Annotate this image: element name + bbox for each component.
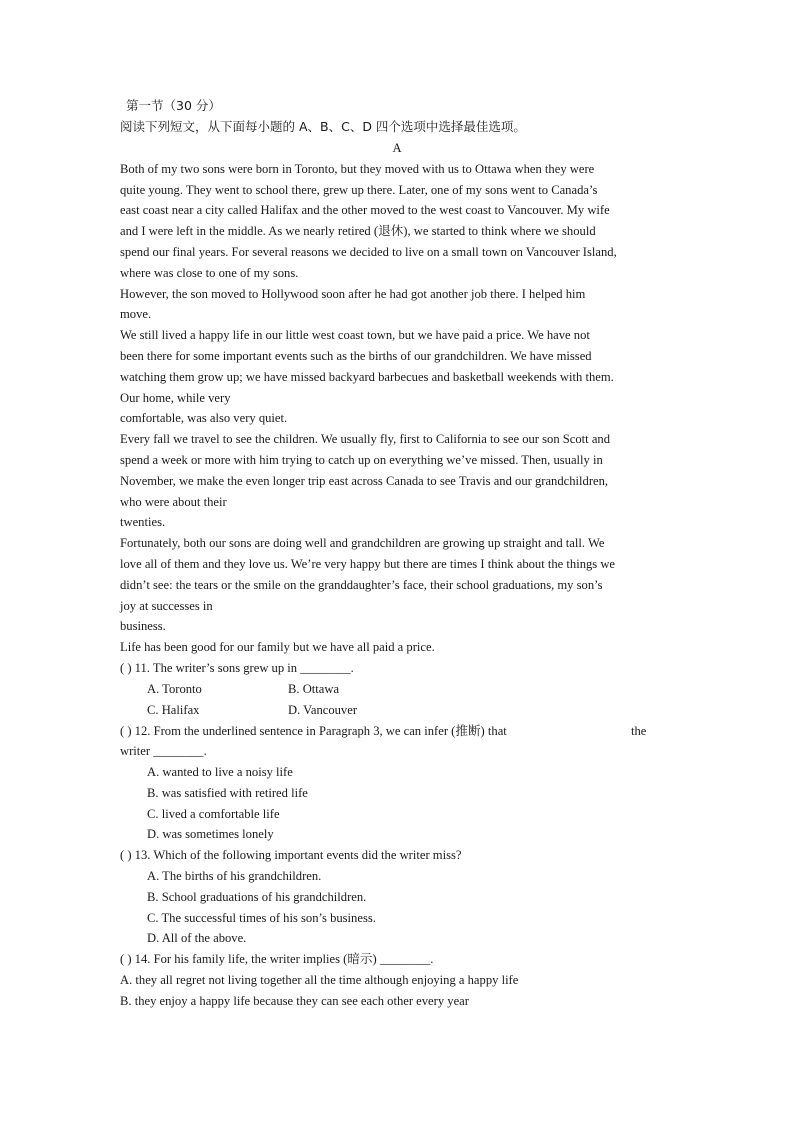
passage-line: spend a week or more with him trying to catch up on everything we’ve missed. Then, usually in: [120, 453, 603, 467]
passage-label: A: [392, 141, 402, 155]
question-11-option-d: D. Vancouver: [288, 703, 358, 717]
question-12-option-c: C. lived a comfortable life: [147, 807, 280, 821]
passage-line: twenties.: [120, 515, 166, 529]
passage-line: Fortunately, both our sons are doing well and grandchildren are growing up straight and tall. We: [120, 536, 605, 550]
passage-line: business.: [120, 619, 166, 633]
question-11-stem: ( ) 11. The writer’s sons grew up in ________.: [120, 661, 354, 675]
question-13-option-a: A. The births of his grandchildren.: [147, 869, 322, 883]
passage-line: However, the son moved to Hollywood soon after he had got another job there. I helped him: [120, 287, 586, 301]
question-12-option-d: D. was sometimes lonely: [147, 827, 274, 841]
passage-line: and I were left in the middle. As we nearly retired (退休), we started to think where we should: [120, 224, 596, 238]
question-13-option-d: D. All of the above.: [147, 931, 247, 945]
question-12-stem-end: the: [631, 724, 647, 738]
passage-line: Both of my two sons were born in Toronto, but they moved with us to Ottawa when they were: [120, 162, 595, 176]
question-14-option-b: B. they enjoy a happy life because they can see each other every year: [120, 994, 469, 1008]
question-12-stem-line2: writer ________.: [120, 744, 207, 758]
question-12-option-a: A. wanted to live a noisy life: [147, 765, 293, 779]
passage-line: We still lived a happy life in our little west coast town, but we have paid a price. We have not: [120, 328, 590, 342]
passage-line: quite young. They went to school there, grew up there. Later, one of my sons went to Canada’s: [120, 183, 598, 197]
question-12-stem: ( ) 12. From the underlined sentence in Paragraph 3, we can infer (推断) that: [120, 724, 507, 738]
question-12-option-b: B. was satisfied with retired life: [147, 786, 308, 800]
question-14-option-a: A. they all regret not living together all the time although enjoying a happy life: [120, 973, 519, 987]
question-11-option-b: B. Ottawa: [288, 682, 340, 696]
section-instruction: 阅读下列短文，从下面每小题的 A、B、C、D 四个选项中选择最佳选项。: [120, 119, 526, 134]
question-13-option-b: B. School graduations of his grandchildren.: [147, 890, 367, 904]
passage-line: watching them grow up; we have missed backyard barbecues and basketball weekends with them.: [120, 370, 614, 384]
passage-line: who were about their: [120, 495, 227, 509]
passage-line: Every fall we travel to see the children. We usually fly, first to California to see our son Scott and: [120, 432, 611, 446]
passage-line: been there for some important events such as the births of our grandchildren. We have missed: [120, 349, 592, 363]
question-14-stem: ( ) 14. For his family life, the writer implies (暗示) ________.: [120, 952, 434, 966]
passage-line: comfortable, was also very quiet.: [120, 411, 288, 425]
question-11-option-c: C. Halifax: [147, 703, 200, 717]
passage-line: spend our final years. For several reasons we decided to live on a small town on Vancouver Island,: [120, 245, 617, 259]
passage-line: east coast near a city called Halifax and the other moved to the west coast to Vancouver. My wife: [120, 203, 610, 217]
passage-line: November, we make the even longer trip east across Canada to see Travis and our grandchildren,: [120, 474, 609, 488]
question-13-option-c: C. The successful times of his son’s business.: [147, 911, 376, 925]
passage-line: joy at successes in: [120, 599, 213, 613]
passage-line: love all of them and they love us. We’re very happy but there are times I think about the things we: [120, 557, 616, 571]
passage-line: move.: [120, 307, 152, 321]
passage-line: didn’t see: the tears or the smile on the granddaughter’s face, their school graduations, my son’s: [120, 578, 603, 592]
passage-line: Life has been good for our family but we have all paid a price.: [120, 640, 435, 654]
passage-line: Our home, while very: [120, 391, 231, 405]
question-13-stem: ( ) 13. Which of the following important events did the writer miss?: [120, 848, 462, 862]
question-11-option-a: A. Toronto: [147, 682, 202, 696]
section-heading: 第一节（30 分）: [126, 98, 221, 113]
passage-line: where was close to one of my sons.: [120, 266, 299, 280]
